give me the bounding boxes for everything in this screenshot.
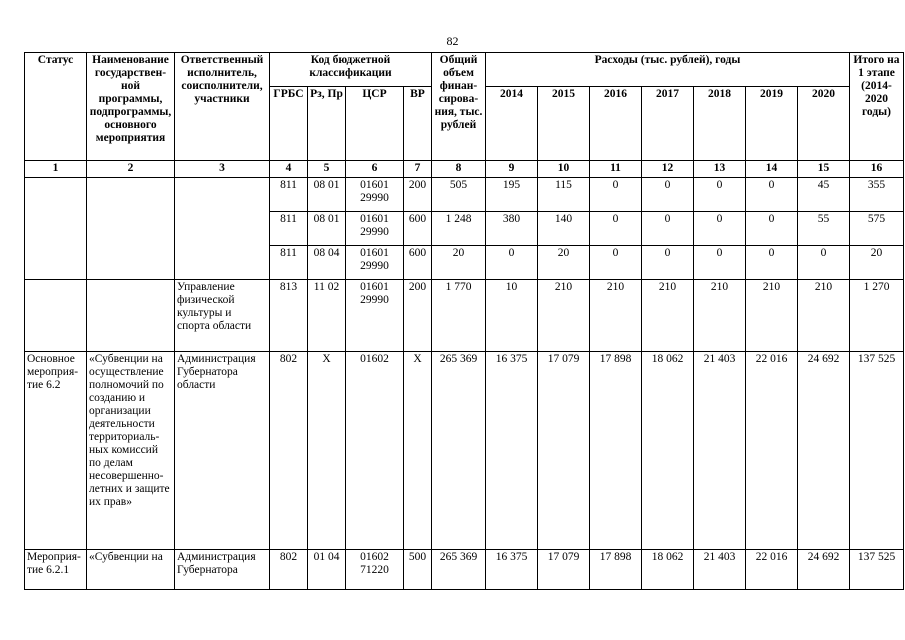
cell-total: 1 770 xyxy=(432,280,486,352)
cell-grbs: 813 xyxy=(270,280,308,352)
cell-year-value: 17 898 xyxy=(590,550,642,590)
table-row xyxy=(25,352,904,550)
column-number: 16 xyxy=(850,161,904,178)
column-number: 2 xyxy=(87,161,175,178)
cell-year-value: 0 xyxy=(694,246,746,280)
column-number: 9 xyxy=(486,161,538,178)
cell-total: 20 xyxy=(432,246,486,280)
column-number: 10 xyxy=(538,161,590,178)
cell-vr: Х xyxy=(404,352,432,550)
cell-grbs: 811 xyxy=(270,178,308,212)
header-year: 2019 xyxy=(746,87,798,161)
cell-status: Основное мероприя-тие 6.2 xyxy=(25,352,87,550)
cell-stage-total: 1 270 xyxy=(850,280,904,352)
cell-year-value: 0 xyxy=(642,212,694,246)
cell-year-value: 140 xyxy=(538,212,590,246)
cell-year-value: 0 xyxy=(746,178,798,212)
column-number: 5 xyxy=(308,161,346,178)
cell-year-value: 10 xyxy=(486,280,538,352)
header-year: 2017 xyxy=(642,87,694,161)
cell-rzpr: 01 04 xyxy=(308,550,346,590)
cell-grbs: 802 xyxy=(270,352,308,550)
header-year: 2015 xyxy=(538,87,590,161)
cell-year-value: 16 375 xyxy=(486,550,538,590)
cell-year-value: 115 xyxy=(538,178,590,212)
cell-total: 505 xyxy=(432,178,486,212)
header-stage-total: Итого на 1 этапе (2014-2020 годы) xyxy=(850,53,904,161)
cell-year-value: 210 xyxy=(694,280,746,352)
cell-grbs: 811 xyxy=(270,212,308,246)
column-number: 12 xyxy=(642,161,694,178)
header-year: 2020 xyxy=(798,87,850,161)
cell-executor xyxy=(175,178,270,280)
cell-total: 1 248 xyxy=(432,212,486,246)
cell-year-value: 22 016 xyxy=(746,352,798,550)
column-number: 8 xyxy=(432,161,486,178)
cell-year-value: 210 xyxy=(538,280,590,352)
column-number: 14 xyxy=(746,161,798,178)
cell-rzpr: Х xyxy=(308,352,346,550)
cell-rzpr: 08 01 xyxy=(308,212,346,246)
cell-year-value: 0 xyxy=(746,246,798,280)
cell-rzpr: 11 02 xyxy=(308,280,346,352)
cell-year-value: 210 xyxy=(590,280,642,352)
cell-vr: 500 xyxy=(404,550,432,590)
table-row xyxy=(25,280,904,352)
column-number: 1 xyxy=(25,161,87,178)
cell-year-value: 380 xyxy=(486,212,538,246)
header-year: 2018 xyxy=(694,87,746,161)
header-rz-pr: Рз, Пр xyxy=(308,87,346,161)
header-grbs: ГРБС xyxy=(270,87,308,161)
cell-vr: 200 xyxy=(404,178,432,212)
cell-executor: Администрация Губернатора области xyxy=(175,352,270,550)
column-number-row xyxy=(25,161,904,178)
cell-year-value: 21 403 xyxy=(694,352,746,550)
cell-year-value: 17 898 xyxy=(590,352,642,550)
cell-year-value: 21 403 xyxy=(694,550,746,590)
cell-grbs: 811 xyxy=(270,246,308,280)
cell-stage-total: 20 xyxy=(850,246,904,280)
cell-year-value: 210 xyxy=(798,280,850,352)
cell-year-value: 17 079 xyxy=(538,550,590,590)
header-budget-code: Код бюджетной классификации xyxy=(270,53,432,87)
cell-year-value: 45 xyxy=(798,178,850,212)
cell-year-value: 0 xyxy=(694,178,746,212)
cell-name xyxy=(87,178,175,280)
cell-year-value: 0 xyxy=(642,246,694,280)
cell-rzpr: 08 04 xyxy=(308,246,346,280)
header-year: 2014 xyxy=(486,87,538,161)
cell-name: «Субвенции на xyxy=(87,550,175,590)
cell-csr: 01602 71220 xyxy=(346,550,404,590)
column-number: 13 xyxy=(694,161,746,178)
cell-year-value: 20 xyxy=(538,246,590,280)
cell-csr: 01601 29990 xyxy=(346,178,404,212)
cell-year-value: 0 xyxy=(590,178,642,212)
header-name: Наименование государствен-ной программы, подпрограммы, основного мероприятия xyxy=(87,53,175,161)
header-status: Статус xyxy=(25,53,87,161)
page-number: 82 xyxy=(446,34,459,48)
cell-stage-total: 355 xyxy=(850,178,904,212)
cell-year-value: 18 062 xyxy=(642,352,694,550)
cell-vr: 200 xyxy=(404,280,432,352)
header-executor: Ответственный исполнитель, соисполнители, участники xyxy=(175,53,270,161)
header-total: Общий объем финан-сирова-ния, тыс. рублей xyxy=(432,53,486,161)
cell-year-value: 0 xyxy=(642,178,694,212)
cell-stage-total: 575 xyxy=(850,212,904,246)
cell-total: 265 369 xyxy=(432,352,486,550)
cell-stage-total: 137 525 xyxy=(850,550,904,590)
cell-year-value: 210 xyxy=(642,280,694,352)
cell-total: 265 369 xyxy=(432,550,486,590)
cell-stage-total: 137 525 xyxy=(850,352,904,550)
cell-grbs: 802 xyxy=(270,550,308,590)
cell-csr: 01601 29990 xyxy=(346,280,404,352)
cell-csr: 01601 29990 xyxy=(346,246,404,280)
cell-executor: Администрация Губернатора xyxy=(175,550,270,590)
table-row xyxy=(25,178,904,212)
cell-year-value: 210 xyxy=(746,280,798,352)
cell-executor: Управление физической культуры и спорта области xyxy=(175,280,270,352)
cell-year-value: 0 xyxy=(486,246,538,280)
header-csr: ЦСР xyxy=(346,87,404,161)
cell-year-value: 18 062 xyxy=(642,550,694,590)
cell-year-value: 0 xyxy=(746,212,798,246)
column-number: 3 xyxy=(175,161,270,178)
cell-year-value: 0 xyxy=(590,212,642,246)
column-number: 6 xyxy=(346,161,404,178)
cell-year-value: 195 xyxy=(486,178,538,212)
column-number: 7 xyxy=(404,161,432,178)
cell-rzpr: 08 01 xyxy=(308,178,346,212)
table-row xyxy=(25,550,904,590)
header-vr: ВР xyxy=(404,87,432,161)
cell-year-value: 0 xyxy=(798,246,850,280)
cell-status xyxy=(25,178,87,280)
cell-vr: 600 xyxy=(404,246,432,280)
cell-status: Мероприя-тие 6.2.1 xyxy=(25,550,87,590)
column-number: 4 xyxy=(270,161,308,178)
cell-vr: 600 xyxy=(404,212,432,246)
cell-year-value: 0 xyxy=(590,246,642,280)
cell-csr: 01602 xyxy=(346,352,404,550)
header-row-top xyxy=(25,53,904,87)
cell-year-value: 55 xyxy=(798,212,850,246)
cell-year-value: 0 xyxy=(694,212,746,246)
budget-table xyxy=(24,52,904,590)
cell-name xyxy=(87,280,175,352)
cell-status xyxy=(25,280,87,352)
cell-name: «Субвенции на осуществление полномочий по созданию и организации деятельности территориаль-ных комиссий по делам несовершенно-летних и защите их прав» xyxy=(87,352,175,550)
cell-year-value: 22 016 xyxy=(746,550,798,590)
cell-year-value: 16 375 xyxy=(486,352,538,550)
cell-year-value: 24 692 xyxy=(798,352,850,550)
cell-year-value: 17 079 xyxy=(538,352,590,550)
cell-year-value: 24 692 xyxy=(798,550,850,590)
header-year: 2016 xyxy=(590,87,642,161)
column-number: 15 xyxy=(798,161,850,178)
column-number: 11 xyxy=(590,161,642,178)
cell-csr: 01601 29990 xyxy=(346,212,404,246)
header-expenses: Расходы (тыс. рублей), годы xyxy=(486,53,850,87)
